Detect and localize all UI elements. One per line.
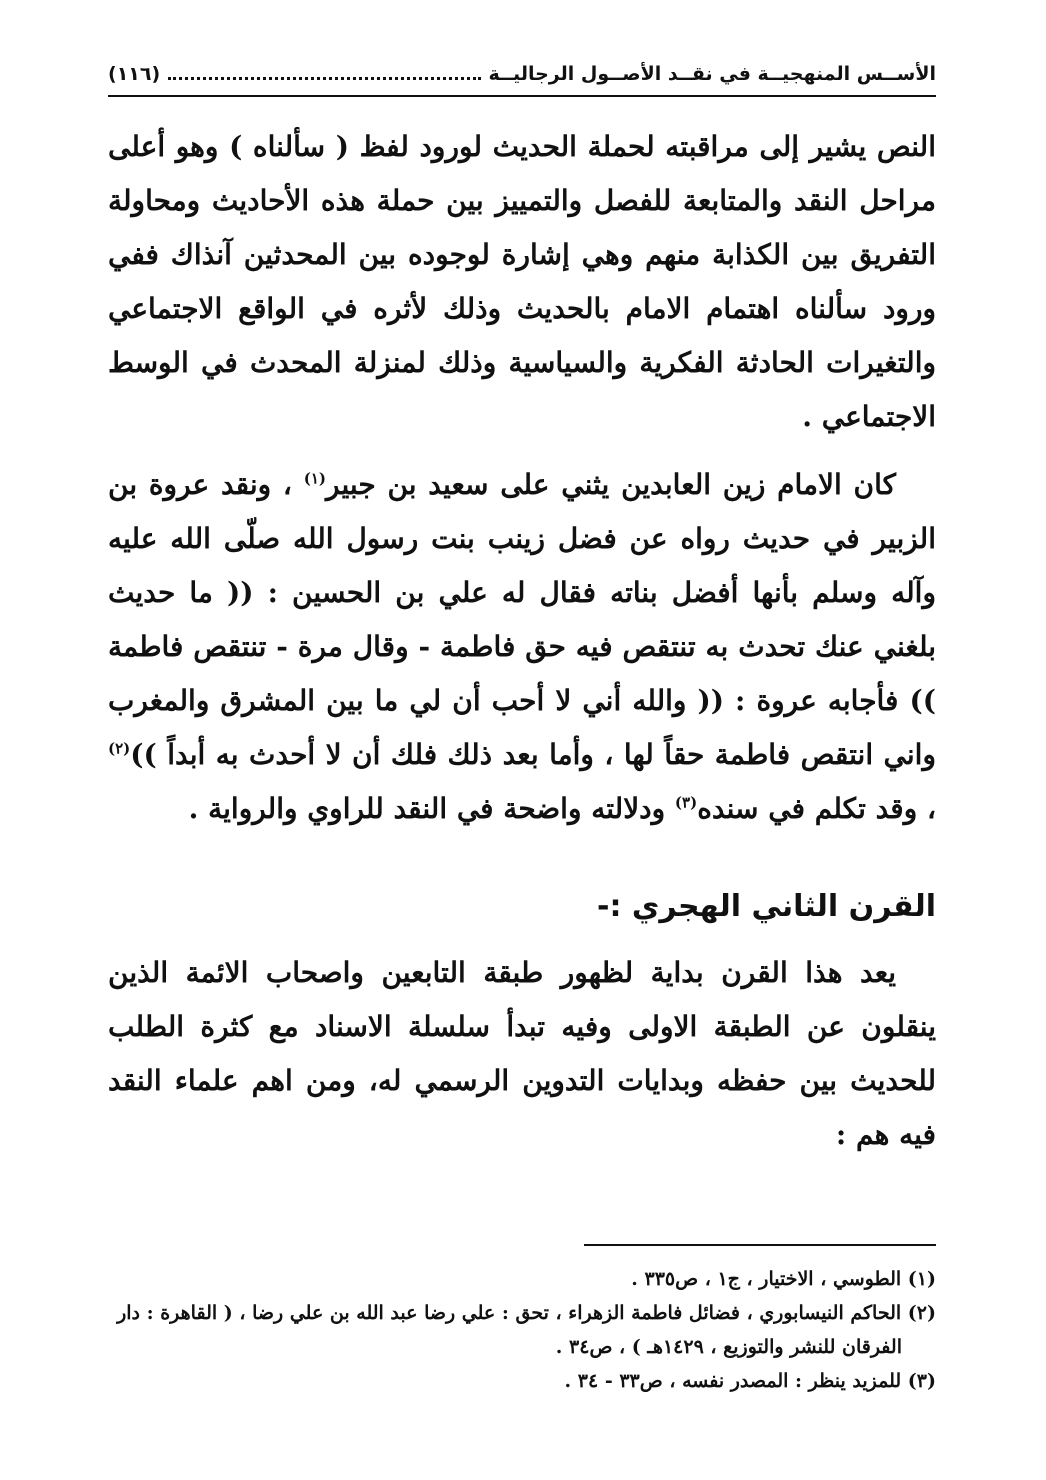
- paragraph-1: النص يشير إلى مراقبته لحملة الحديث لورود لفظ ( سألناه ) وهو أعلى مراحل النقد والمتابعة للفصل والتمييز بين حملة هذه الأحاديث ومحاولة التفريق بين الكذابة منهم وهي إشارة لوجوده بين المحدثين آنذاك ففي ورود سألناه اهتمام الامام بالحديث وذلك لأثره في الواقع الاجتماعي والتغيرات الحادثة الفكرية والسياسية وذلك لمنزلة المحدث في الوسط الاجتماعي .: [108, 130, 936, 433]
- paragraph-2-part-1: كان الامام زين العابدين يثني على سعيد بن جبير: [326, 468, 896, 501]
- section-heading: القرن الثاني الهجري :-: [597, 889, 936, 924]
- footnote-rule: [584, 1244, 936, 1246]
- paragraph-2: [108, 458, 936, 836]
- footnote-ref-3[interactable]: (٣): [674, 793, 698, 812]
- header-dot-leader: [168, 77, 480, 80]
- paragraph-2-part-3: ، وقد تكلم في سنده: [697, 792, 936, 825]
- section-paragraph: يعد هذا القرن بداية لظهور طبقة التابعين واصحاب الائمة الذين ينقلون عن الطبقة الاولى وفيه تبدأ سلسلة الاسناد مع كثرة الطلب للحديث بين حفظه وبدايات التدوين الرسمي له، ومن اهم علماء النقد فيه هم :: [108, 956, 936, 1151]
- paragraph-2-part-4: ودلالته واضحة في النقد للراوي والرواية .: [188, 792, 675, 825]
- main-text: [108, 120, 936, 1162]
- running-title: الأســس المنهجيــة في نقــد الأصــول الرجاليــة: [488, 63, 936, 85]
- footnote-1: (١) الطوسي ، الاختيار ، ج١ ، ص٣٣٥ .: [631, 1268, 936, 1290]
- page-number: (١١٦): [108, 63, 161, 85]
- footnotes: [108, 1262, 936, 1398]
- footnote-3: (٣) للمزيد ينظر : المصدر نفسه ، ص٣٣ - ٣٤ .: [564, 1370, 936, 1392]
- footnote-ref-2[interactable]: (٢): [108, 739, 131, 758]
- footnote-2: (٢) الحاكم النيسابوري ، فضائل فاطمة الزهراء ، تحق : علي رضا عبد الله بن علي رضا ، ( القاهرة : دار الفرقان للنشر والتوزيع ، ١٤٢٩هـ ) ، ص٣٤ .: [117, 1302, 936, 1358]
- footnote-ref-1[interactable]: (١): [303, 469, 327, 488]
- running-header: [108, 56, 936, 92]
- header-rule: [108, 95, 936, 97]
- paragraph-2-part-2: ، ونقد عروة بن الزبير في حديث رواه عن فضل زينب بنت رسول الله صلّى الله عليه وآله وسلم بأنها أفضل بناته فقال له علي بن الحسين : (( ما حديث بلغني عنك تحدث به تنتقص فيه حق فاطمة - وقال مرة - تنتقص فاطمة )) فأجابه عروة : (( والله أني لا أحب أن لي ما بين المشرق والمغرب واني انتقص فاطمة حقاً لها ، وأما بعد ذلك فلك أن لا أحدث به أبداً )): [108, 468, 936, 771]
